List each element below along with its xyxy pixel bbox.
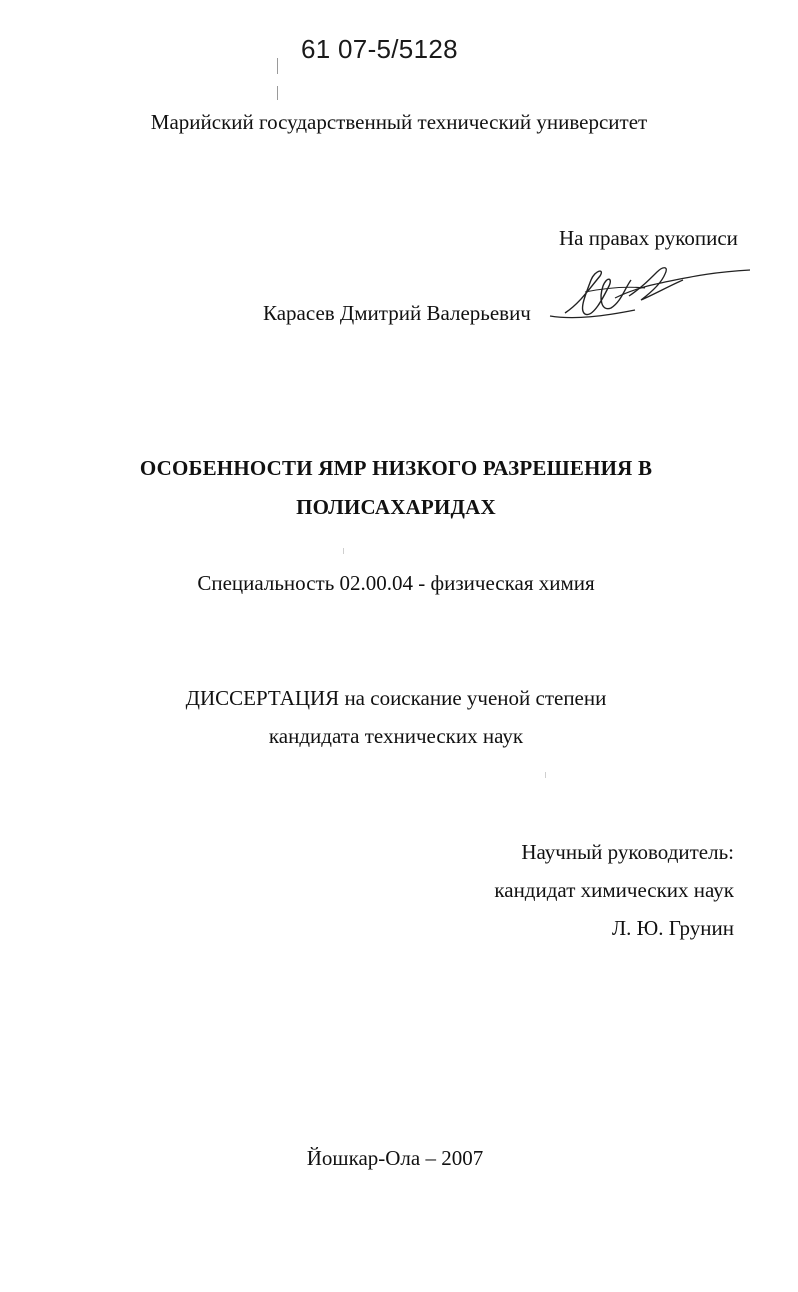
scan-speck <box>545 772 546 778</box>
scan-mark <box>277 58 278 74</box>
city-year: Йошкар-Ола – 2007 <box>306 1146 484 1170</box>
supervisor-degree: кандидат химических наук <box>494 878 734 902</box>
dissertation-degree-line2: кандидата технических наук <box>268 724 524 748</box>
supervisor-label: Научный руководитель: <box>521 840 734 864</box>
dissertation-title-line1: ОСОБЕННОСТИ ЯМР НИЗКОГО РАЗРЕШЕНИЯ В <box>139 456 653 480</box>
dissertation-degree-line1: ДИССЕРТАЦИЯ на соискание ученой степени <box>185 686 607 710</box>
supervisor-name: Л. Ю. Грунин <box>611 916 734 940</box>
university-name: Марийский государственный технический университет <box>150 110 648 134</box>
signature-icon <box>545 258 755 328</box>
scan-mark <box>277 86 278 100</box>
scan-speck <box>343 548 344 554</box>
manuscript-rights: На правах рукописи <box>559 226 738 250</box>
dissertation-title-line2: ПОЛИСАХАРИДАХ <box>296 495 496 519</box>
registry-number: 61 07-5/5128 <box>301 34 458 64</box>
author-name: Карасев Дмитрий Валерьевич <box>263 301 531 325</box>
specialty: Специальность 02.00.04 - физическая химия <box>197 571 595 595</box>
